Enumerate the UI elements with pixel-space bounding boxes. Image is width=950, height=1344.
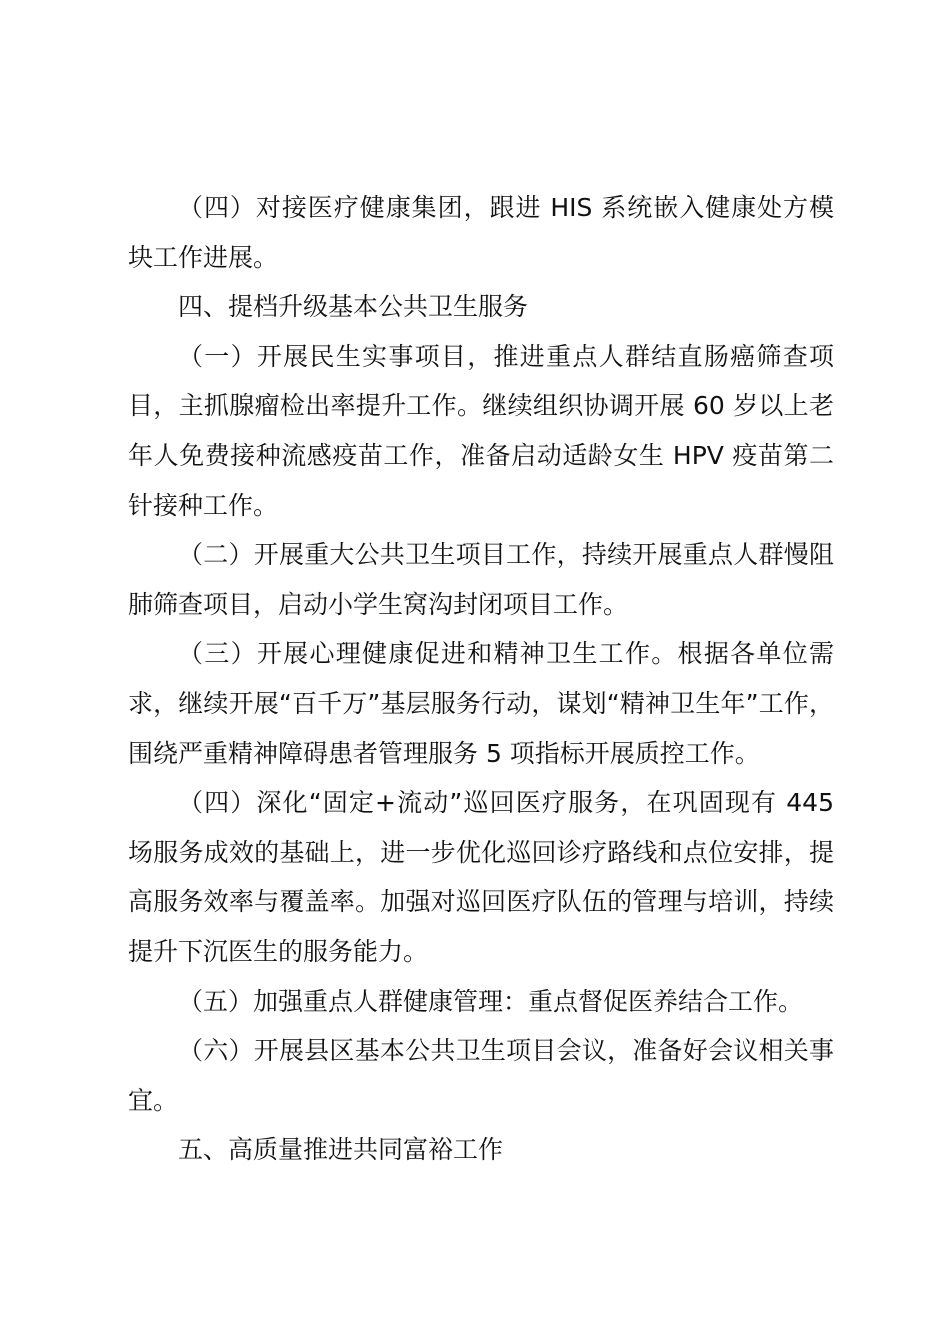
- document-body: [128, 183, 834, 1175]
- paragraph-item-six: （六）开展县区基本公共卫生项目会议，准备好会议相关事宜。: [128, 1036, 834, 1115]
- paragraph-his-system: （四）对接医疗健康集团，跟进 HIS 系统嵌入健康处方模块工作进展。: [128, 193, 834, 272]
- paragraph-item-two: （二）开展重大公共卫生项目工作，持续开展重点人群慢阻肺筛查项目，启动小学生窝沟封闭项目工作。: [128, 540, 834, 619]
- heading-section-four: 四、提档升级基本公共卫生服务: [178, 292, 529, 322]
- paragraph-item-five: （五）加强重点人群健康管理：重点督促医养结合工作。: [178, 986, 804, 1016]
- heading-section-five: 五、高质量推进共同富裕工作: [178, 1135, 504, 1165]
- paragraph-item-four: （四）深化“固定+流动”巡回医疗服务，在巩固现有 445 场服务成效的基础上，进一步优化巡回诊疗路线和点位安排，提高服务效率与覆盖率。加强对巡回医疗队伍的管理与培训，持续提升下沉医生的服务能力。: [128, 788, 834, 966]
- paragraph-item-one: （一）开展民生实事项目，推进重点人群结直肠癌筛查项目，主抓腺瘤检出率提升工作。继续组织协调开展 60 岁以上老年人免费接种流感疫苗工作，准备启动适龄女生 HPV 疫苗第二针接种工作。: [128, 341, 834, 520]
- paragraph-item-three: （三）开展心理健康促进和精神卫生工作。根据各单位需求，继续开展“百千万”基层服务行动，谋划“精神卫生年”工作，围绕严重精神障碍患者管理服务 5 项指标开展质控工作。: [128, 639, 834, 768]
